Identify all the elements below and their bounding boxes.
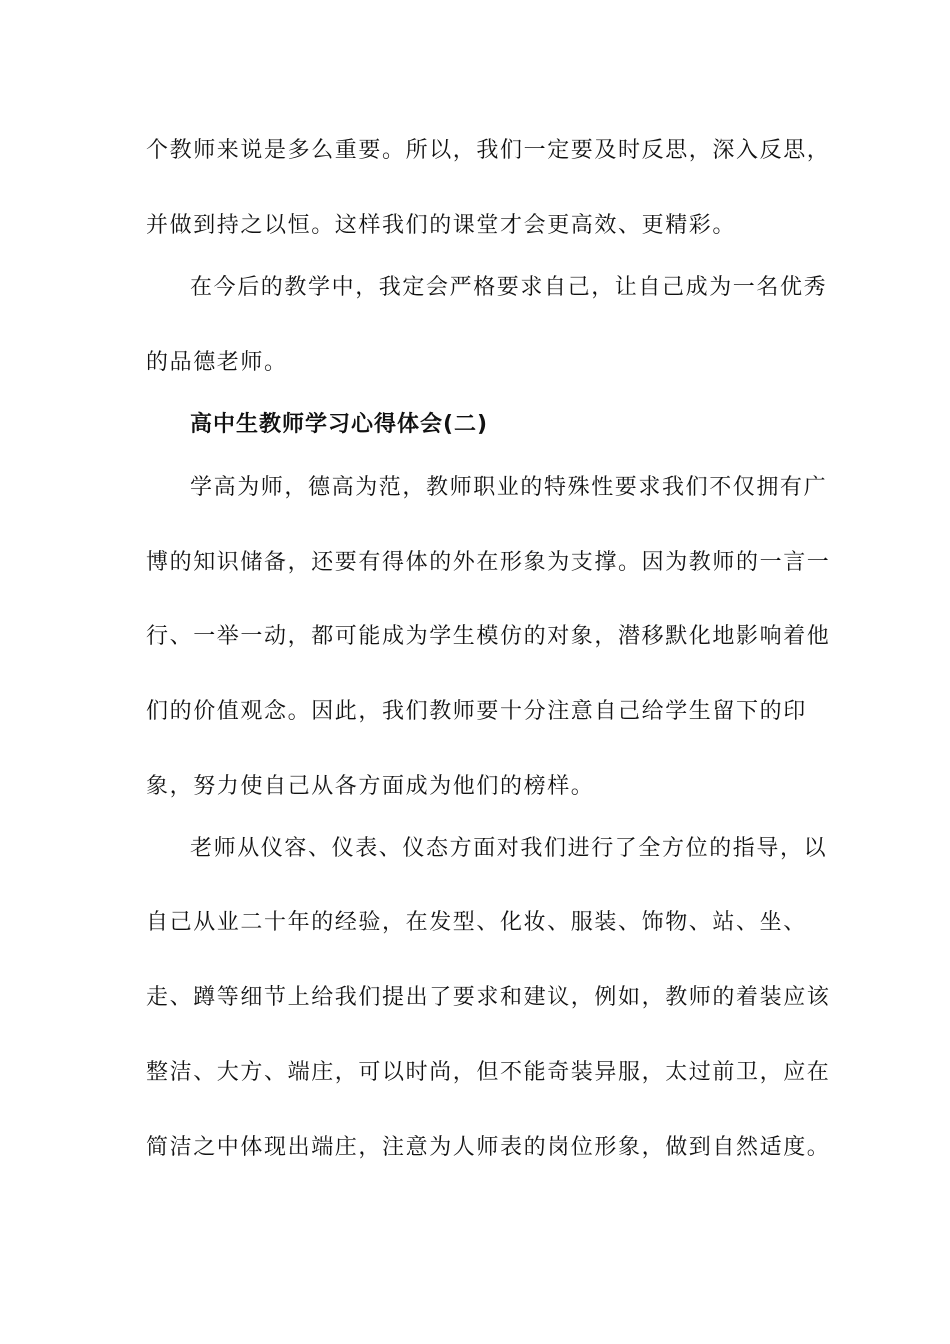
paragraph-line: 们的价值观念。因此，我们教师要十分注意自己给学生留下的印 (146, 699, 807, 724)
section-heading: 高中生教师学习心得体会(二) (190, 412, 489, 437)
paragraph-line: 博的知识储备，还要有得体的外在形象为支撑。因为教师的一言一 (146, 550, 831, 575)
paragraph-line: 走、蹲等细节上给我们提出了要求和建议，例如，教师的着装应该 (146, 985, 831, 1010)
paragraph-line: 象，努力使自己从各方面成为他们的榜样。 (146, 774, 595, 799)
paragraph-line: 整洁、大方、端庄，可以时尚，但不能奇装异服，太过前卫，应在 (146, 1060, 831, 1085)
paragraph-line: 在今后的教学中，我定会严格要求自己，让自己成为一名优秀 (190, 275, 828, 300)
paragraph-line: 并做到持之以恒。这样我们的课堂才会更高效、更精彩。 (146, 213, 737, 238)
paragraph-line: 自己从业二十年的经验，在发型、化妆、服装、饰物、站、坐、 (146, 910, 807, 935)
paragraph-line: 个教师来说是多么重要。所以，我们一定要及时反思，深入反思， (146, 138, 831, 163)
paragraph-line: 简洁之中体现出端庄，注意为人师表的岗位形象，做到自然适度。 (146, 1135, 831, 1160)
paragraph-line: 行、一举一动，都可能成为学生模仿的对象，潜移默化地影响着他 (146, 624, 831, 649)
paragraph-line: 的品德老师。 (146, 350, 288, 375)
paragraph-line: 学高为师，德高为范，教师职业的特殊性要求我们不仅拥有广 (190, 475, 828, 500)
paragraph-line: 老师从仪容、仪表、仪态方面对我们进行了全方位的指导，以 (190, 836, 828, 861)
